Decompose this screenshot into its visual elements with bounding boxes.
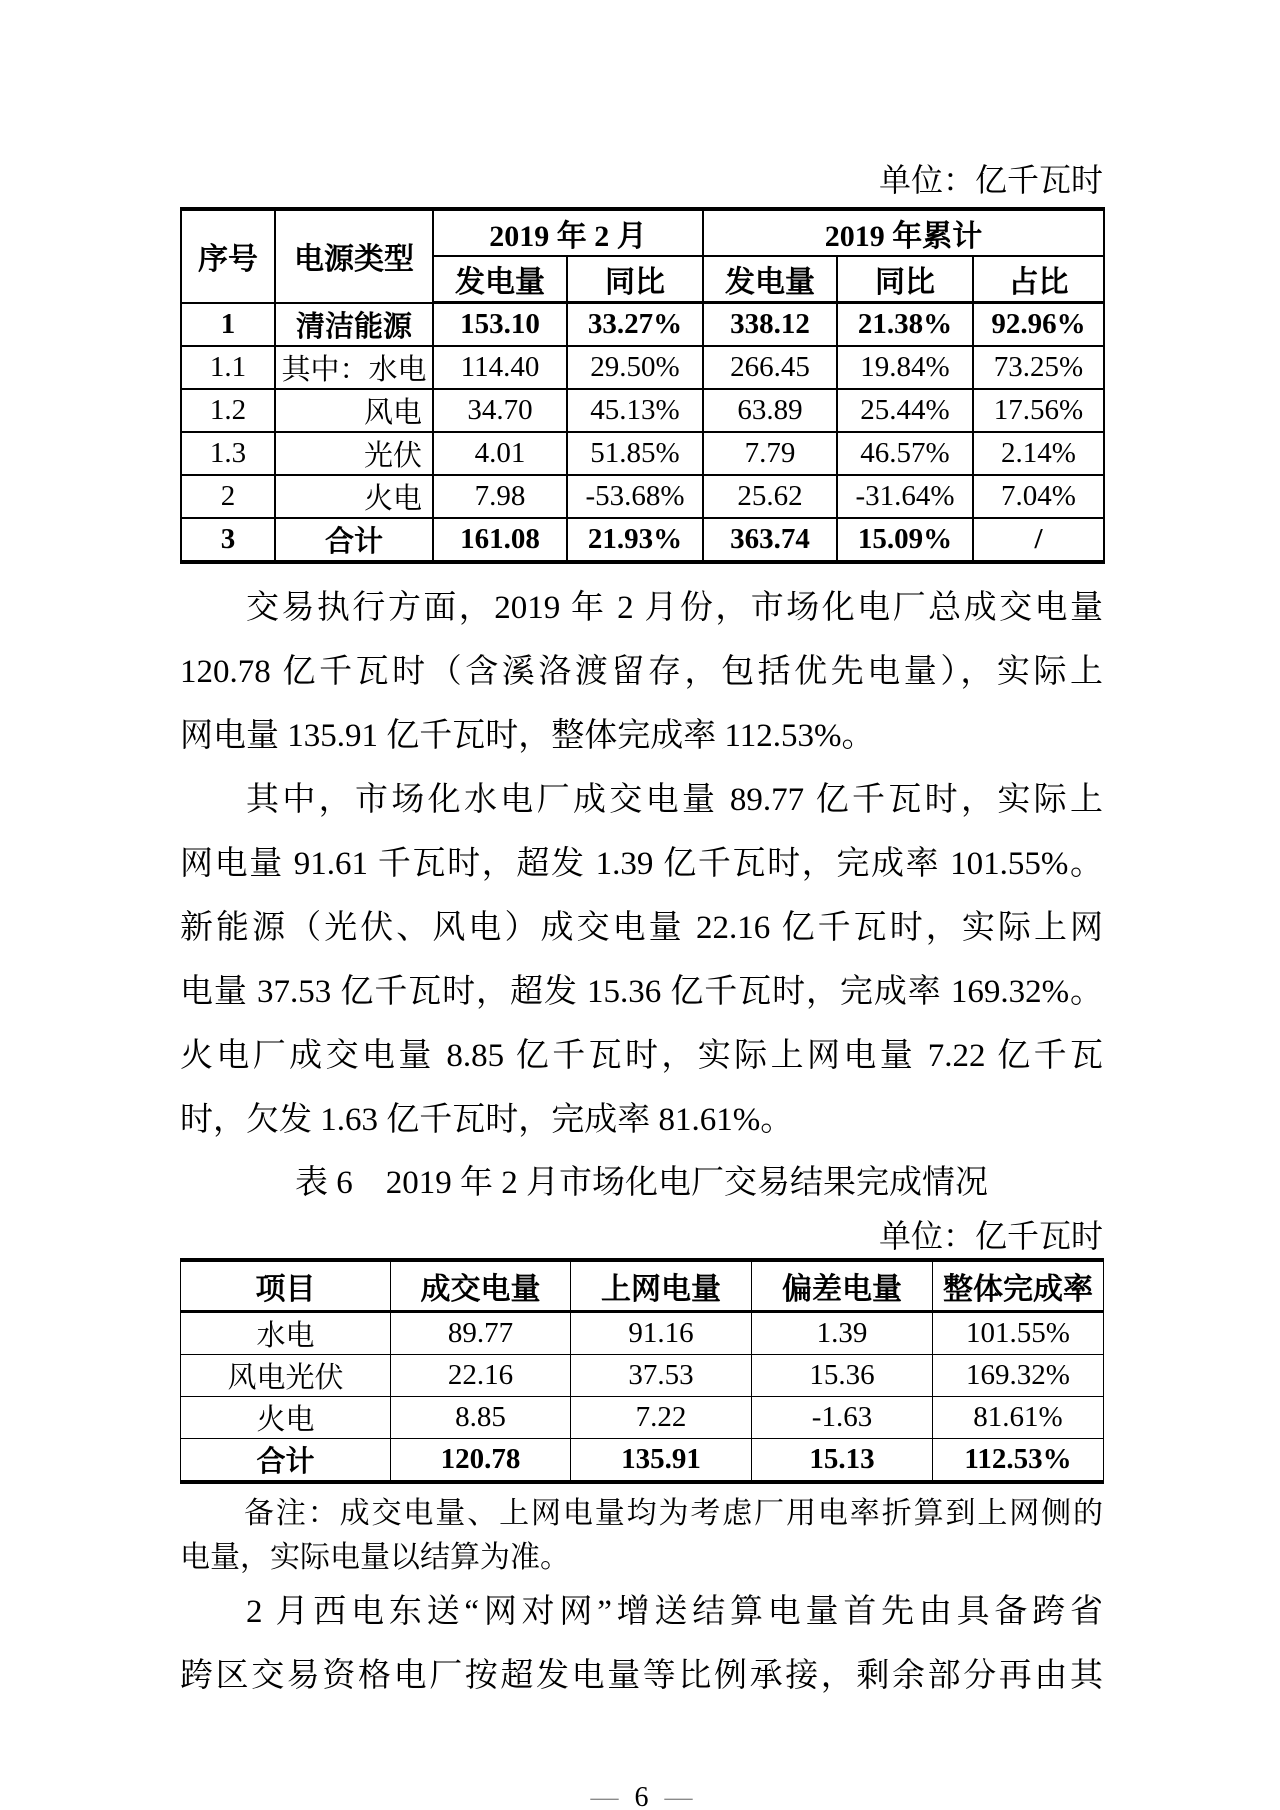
cell-grid: 91.16	[571, 1311, 752, 1354]
col-header-traded-volume: 成交电量	[391, 1260, 571, 1312]
cell-item: 火电	[181, 1396, 391, 1438]
cell-traded: 22.16	[391, 1354, 571, 1396]
cell-completion: 112.53%	[933, 1438, 1104, 1482]
table-row-thermal	[181, 475, 1104, 518]
page-footer	[180, 1780, 1103, 1810]
cell-seq: 2	[181, 475, 275, 518]
col-header-seq: 序号	[181, 209, 275, 303]
cell-seq: 1.2	[181, 389, 275, 432]
cell-traded: 89.77	[391, 1311, 571, 1354]
col-header-generation-month: 发电量	[433, 256, 567, 303]
col-header-deviation-volume: 偏差电量	[752, 1260, 933, 1312]
footnote-line: 备注：成交电量、上网电量均为考虑厂用电率折算到上网侧的	[244, 1496, 1103, 1530]
footnote-line: 电量，实际电量以结算为准。	[180, 1540, 570, 1574]
paragraph-plant-details	[180, 768, 1103, 1152]
cell-deviation: -1.63	[752, 1396, 933, 1438]
cell-seq: 3	[181, 518, 275, 562]
paragraph-line: 120.78 亿千瓦时（含溪洛渡留存，包括优先电量），实际上	[180, 653, 1103, 690]
col-header-completion-rate: 整体完成率	[933, 1260, 1104, 1312]
cell-completion: 81.61%	[933, 1396, 1104, 1438]
cell-completion: 169.32%	[933, 1354, 1104, 1396]
paragraph-line: 火电厂成交电量 8.85 亿千瓦时，实际上网电量 7.22 亿千瓦	[180, 1037, 1103, 1074]
page-number: 6	[634, 1781, 649, 1810]
cell-type: 其中：水电	[275, 346, 433, 389]
col-header-source-type: 电源类型	[275, 209, 433, 303]
cell-item: 风电光伏	[181, 1354, 391, 1396]
unit-label-table6: 单位：亿千瓦时	[878, 1217, 1103, 1254]
paragraph-line: 跨区交易资格电厂按超发电量等比例承接，剩余部分再由其	[180, 1657, 1103, 1694]
paragraph-line: 网电量 135.91 亿千瓦时，整体完成率 112.53%。	[180, 717, 875, 754]
table-footnote	[180, 1492, 1103, 1580]
cell-yoy-cum: 25.44%	[837, 389, 973, 432]
cell-yoy-month: -53.68%	[567, 475, 703, 518]
cell-type: 光伏	[275, 432, 433, 475]
cell-traded: 8.85	[391, 1396, 571, 1438]
cell-share: 17.56%	[973, 389, 1104, 432]
col-group-2019-cumulative: 2019 年累计	[703, 209, 1104, 256]
cell-gen-cum: 25.62	[703, 475, 837, 518]
table-row-wind-solar	[181, 1354, 1104, 1396]
cell-seq: 1	[181, 303, 275, 346]
cell-grid: 7.22	[571, 1396, 752, 1438]
paragraph-line: 电量 37.53 亿千瓦时，超发 15.36 亿千瓦时，完成率 169.32%。	[180, 973, 1103, 1010]
cell-grid: 135.91	[571, 1438, 752, 1482]
cell-gen-month: 161.08	[433, 518, 567, 562]
cell-deviation: 1.39	[752, 1311, 933, 1354]
cell-type: 风电	[275, 389, 433, 432]
paragraph-line: 交易执行方面，2019 年 2 月份，市场化电厂总成交电量	[246, 589, 1103, 626]
table-row-wind	[181, 389, 1104, 432]
cell-seq: 1.3	[181, 432, 275, 475]
cell-gen-cum: 63.89	[703, 389, 837, 432]
cell-gen-month: 153.10	[433, 303, 567, 346]
cell-yoy-cum: -31.64%	[837, 475, 973, 518]
table-row-clean-energy	[181, 303, 1104, 346]
unit-label-top: 单位：亿千瓦时	[878, 162, 1103, 198]
col-header-generation-cumulative: 发电量	[703, 256, 837, 303]
col-group-feb-2019: 2019 年 2 月	[433, 209, 703, 256]
table-row-hydro	[181, 346, 1104, 389]
footer-dash-left: —	[590, 1781, 619, 1810]
cell-seq: 1.1	[181, 346, 275, 389]
cell-type: 清洁能源	[275, 303, 433, 346]
cell-gen-month: 4.01	[433, 432, 567, 475]
cell-completion: 101.55%	[933, 1311, 1104, 1354]
cell-item: 水电	[181, 1311, 391, 1354]
cell-gen-month: 34.70	[433, 389, 567, 432]
footer-dash-right: —	[664, 1781, 693, 1810]
cell-yoy-cum: 46.57%	[837, 432, 973, 475]
cell-yoy-cum: 21.38%	[837, 303, 973, 346]
paragraph-line: 网电量 91.61 千瓦时，超发 1.39 亿千瓦时，完成率 101.55%。	[180, 845, 1103, 882]
cell-yoy-cum: 19.84%	[837, 346, 973, 389]
cell-yoy-month: 51.85%	[567, 432, 703, 475]
cell-type: 火电	[275, 475, 433, 518]
cell-share: 2.14%	[973, 432, 1104, 475]
paragraph-line: 时，欠发 1.63 亿千瓦时，完成率 81.61%。	[180, 1101, 794, 1138]
cell-yoy-month: 21.93%	[567, 518, 703, 562]
table-row-hydro	[181, 1311, 1104, 1354]
cell-gen-cum: 338.12	[703, 303, 837, 346]
cell-share: 92.96%	[973, 303, 1104, 346]
table-row-thermal	[181, 1396, 1104, 1438]
paragraph-line: 新能源（光伏、风电）成交电量 22.16 亿千瓦时，实际上网	[180, 909, 1103, 946]
col-header-yoy-cumulative: 同比	[837, 256, 973, 303]
power-generation-by-source-table	[180, 207, 1105, 564]
cell-share: 7.04%	[973, 475, 1104, 518]
cell-gen-cum: 7.79	[703, 432, 837, 475]
cell-item: 合计	[181, 1438, 391, 1482]
cell-gen-month: 7.98	[433, 475, 567, 518]
col-header-item: 项目	[181, 1260, 391, 1312]
cell-type: 合计	[275, 518, 433, 562]
cell-gen-month: 114.40	[433, 346, 567, 389]
cell-yoy-month: 33.27%	[567, 303, 703, 346]
cell-gen-cum: 266.45	[703, 346, 837, 389]
table6-caption: 表 6 2019 年 2 月市场化电厂交易结果完成情况	[295, 1164, 988, 1201]
cell-share: /	[973, 518, 1104, 562]
market-plant-trade-results-table	[180, 1258, 1104, 1484]
paragraph-west-east-transmission	[180, 1580, 1103, 1708]
cell-share: 73.25%	[973, 346, 1104, 389]
cell-grid: 37.53	[571, 1354, 752, 1396]
paragraph-line: 其中，市场化水电厂成交电量 89.77 亿千瓦时，实际上	[246, 781, 1103, 818]
table-row-total	[181, 1438, 1104, 1482]
cell-yoy-month: 45.13%	[567, 389, 703, 432]
paragraph-trade-execution	[180, 576, 1103, 768]
cell-gen-cum: 363.74	[703, 518, 837, 562]
cell-deviation: 15.36	[752, 1354, 933, 1396]
cell-traded: 120.78	[391, 1438, 571, 1482]
paragraph-line: 2 月西电东送“网对网”增送结算电量首先由具备跨省	[246, 1593, 1103, 1630]
cell-yoy-cum: 15.09%	[837, 518, 973, 562]
table-row-total	[181, 518, 1104, 562]
cell-yoy-month: 29.50%	[567, 346, 703, 389]
col-header-share: 占比	[973, 256, 1104, 303]
col-header-yoy-month: 同比	[567, 256, 703, 303]
table-row-solar	[181, 432, 1104, 475]
col-header-grid-volume: 上网电量	[571, 1260, 752, 1312]
cell-deviation: 15.13	[752, 1438, 933, 1482]
